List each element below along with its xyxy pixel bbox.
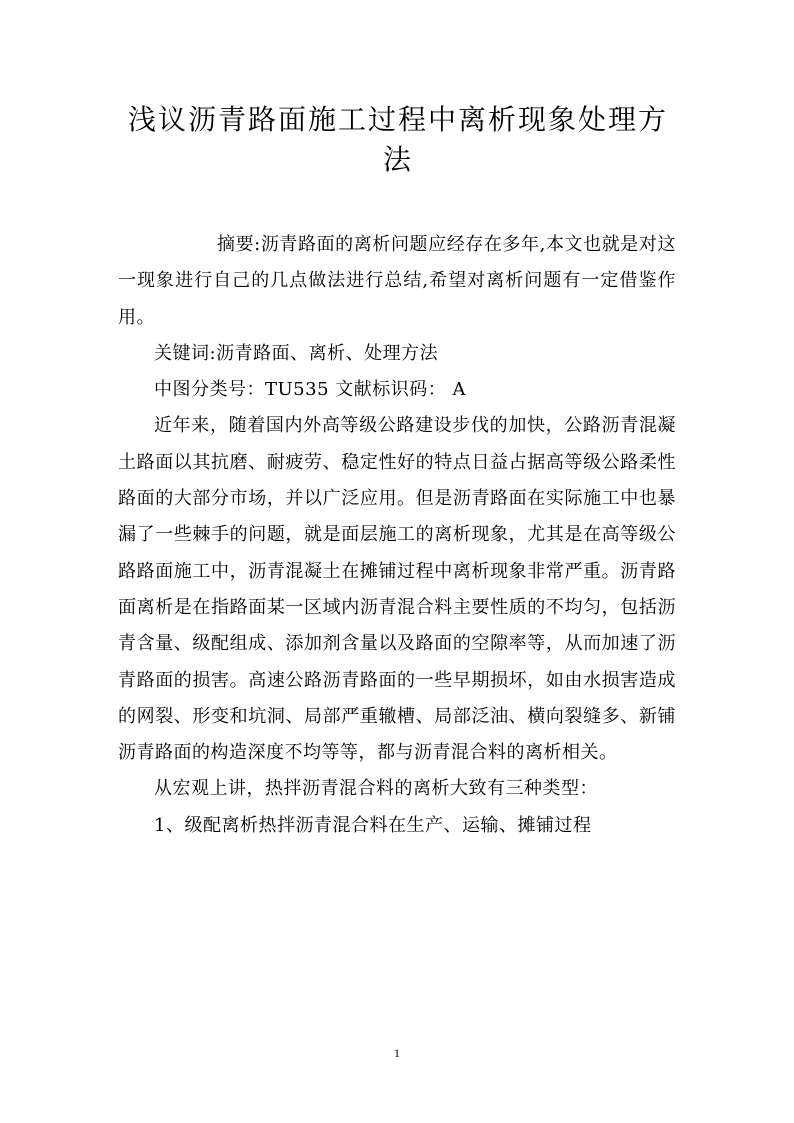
- title-line-2: 法: [382, 143, 413, 176]
- classification-paragraph: 中图分类号：TU535 文献标识码： A: [154, 379, 466, 401]
- body-paragraph: 从宏观上讲，热拌沥青混合料的离析大致有三种类型：: [154, 778, 598, 800]
- keywords-paragraph: 关键词:沥青路面、离析、处理方法: [154, 342, 439, 364]
- abstract-paragraph: 摘要:沥青路面的离析问题应经存在多年,本文也就是对这一现象进行自己的几点做法进行总结,希望对离析问题有一定借鉴作用。: [118, 234, 676, 328]
- page-number: 1: [394, 1046, 400, 1060]
- body-paragraph: 1、级配离析热拌沥青混合料在生产、运输、摊铺过程: [154, 814, 592, 836]
- body-paragraph: 近年来，随着国内外高等级公路建设步伐的加快，公路沥青混凝土路面以其抗磨、耐疲劳、稳定性好的特点日益占据高等级公路柔性路面的大部分市场，并以广泛应用。但是沥青路面在实际施工中也暴漏了一些棘手的问题，就是面层施工的离析现象，尤其是在高等级公路路面施工中，沥青混凝土在摊铺过程中离析现象非常严重。沥青路面离析是在指路面某一区域内沥青混合料主要性质的不均匀，包括沥青含量、级配组成、添加剂含量以及路面的空隙率等，从而加速了沥青路面的损害。高速公路沥青路面的一些早期损坏，如由水损害造成的网裂、形变和坑洞、局部严重辙槽、局部泛油、横向裂缝多、新铺沥青路面的构造深度不均等等，都与沥青混合料的离析相关。: [118, 415, 676, 764]
- document-body: [118, 227, 676, 844]
- document-title: [118, 100, 678, 180]
- title-line-1: 浅议沥青路面施工过程中离析现象处理方: [127, 103, 668, 136]
